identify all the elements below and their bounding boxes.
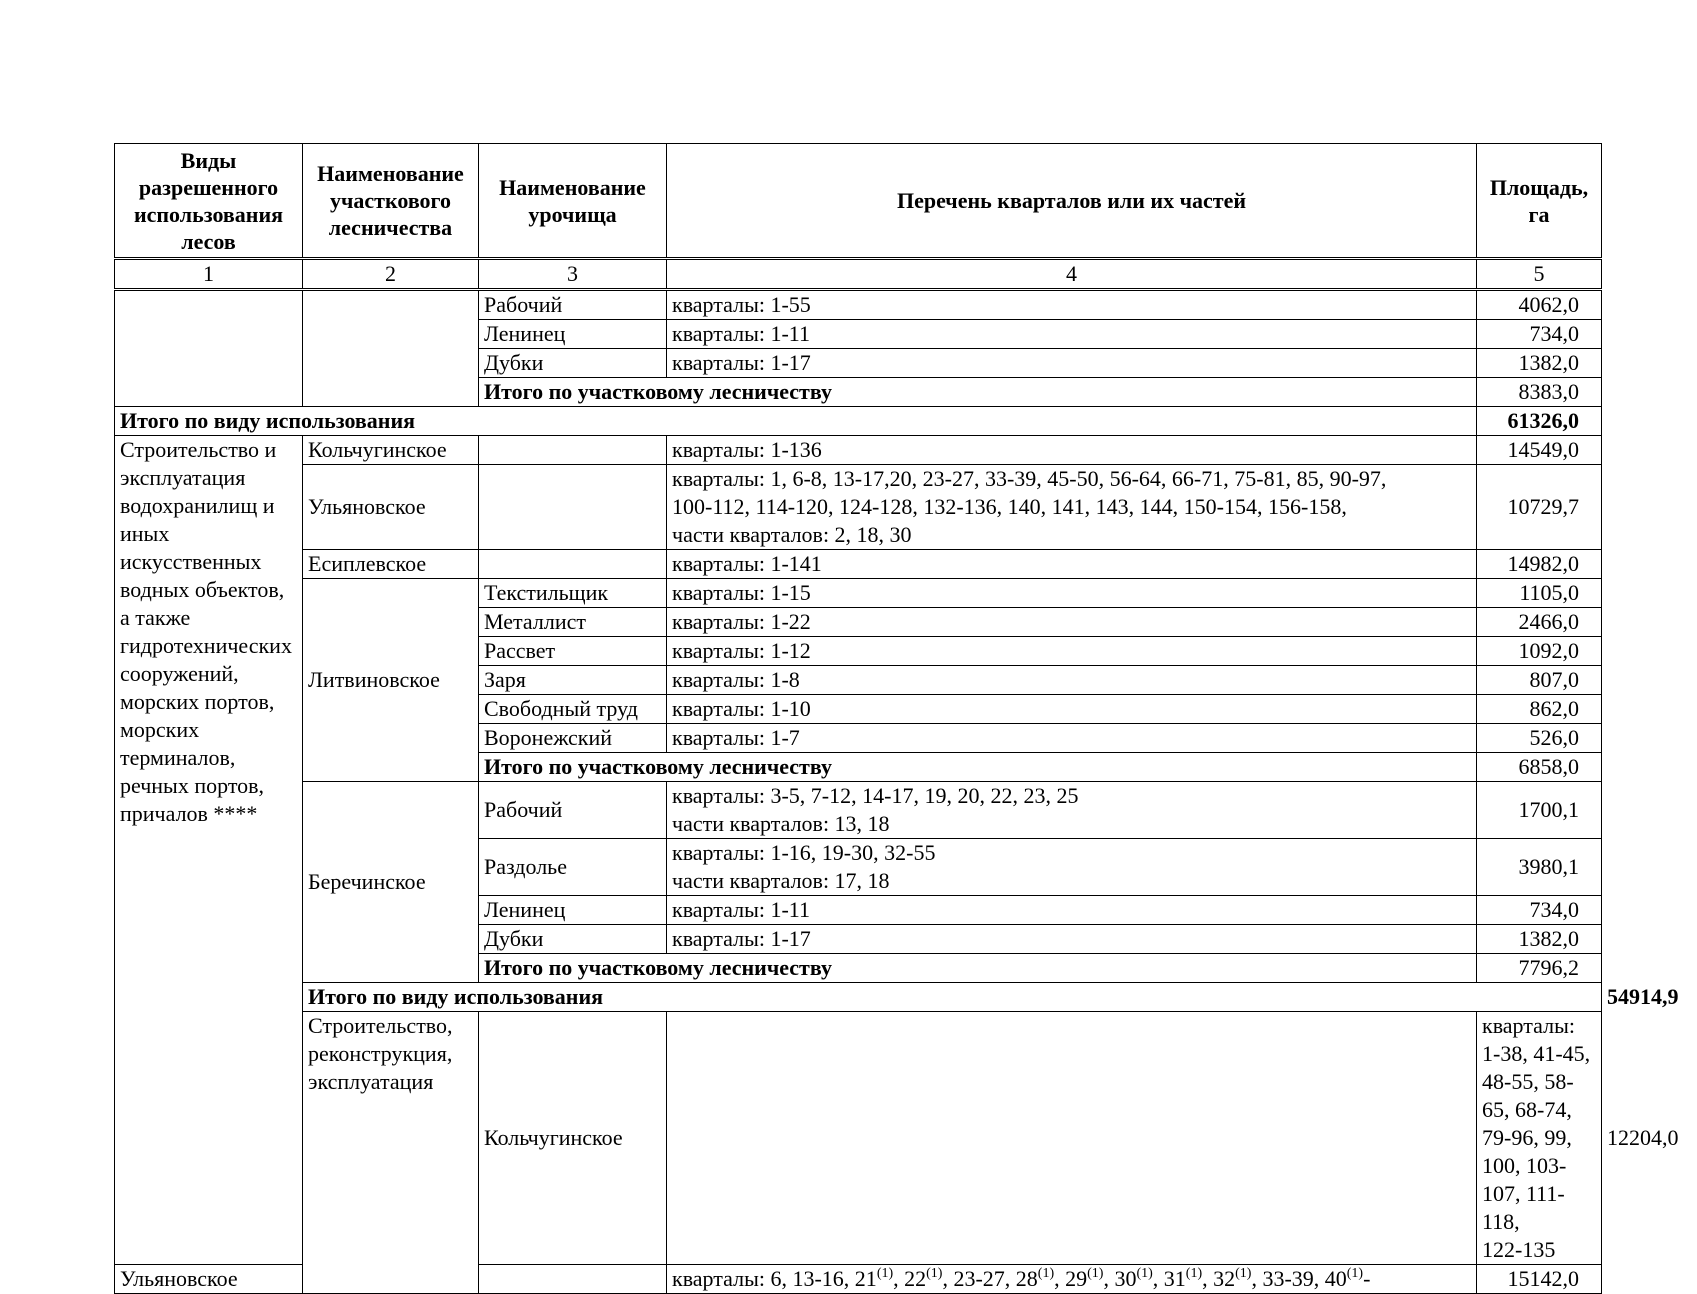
area-cell: 2466,0 — [1477, 608, 1602, 637]
tract-cell — [479, 550, 667, 579]
quarters-line: кварталы: 1, 6-8, 13-17,20, 23-27, 33-39, 45-50, 56-64, 66-71, 75-81, 85, 90-97, — [672, 466, 1387, 491]
footnote-mark: (1) — [926, 1266, 943, 1281]
quarters-line: кварталы: 3-5, 7-12, 14-17, 19, 20, 22, 23, 25 — [672, 783, 1079, 808]
area-cell: 807,0 — [1477, 666, 1602, 695]
column-number: 2 — [303, 259, 479, 290]
tract-cell: Рабочий — [479, 290, 667, 320]
quarters-cell: кварталы: 1-12 — [667, 637, 1477, 666]
tract-cell — [479, 465, 667, 550]
column-number: 4 — [667, 259, 1477, 290]
quarters-cell: кварталы: 1-7 — [667, 724, 1477, 753]
table-row — [115, 465, 1602, 550]
column-number: 5 — [1477, 259, 1602, 290]
tract-cell: Воронежский — [479, 724, 667, 753]
quarters-text: , 33-39, 40 — [1251, 1266, 1347, 1291]
area-cell: 526,0 — [1477, 724, 1602, 753]
quarters-cell: кварталы: 1-17 — [667, 349, 1477, 378]
forestry-cell: Беречинское — [303, 782, 479, 983]
quarters-line: части кварталов: 13, 18 — [672, 811, 890, 836]
tract-cell: Свободный труд — [479, 695, 667, 724]
area-cell: 734,0 — [1477, 896, 1602, 925]
footnote-mark: (1) — [1037, 1266, 1055, 1281]
subtotal-label: Итого по участковому лесничеству — [479, 954, 1477, 983]
column-number: 1 — [115, 259, 303, 290]
footnote-mark: (1) — [1087, 1266, 1104, 1281]
quarters-text: , 22 — [893, 1266, 927, 1291]
quarters-text: , 32 — [1202, 1266, 1236, 1291]
tract-cell: Рассвет — [479, 637, 667, 666]
footnote-mark: (1) — [1235, 1266, 1252, 1281]
quarters-line: кварталы: 1-16, 19-30, 32-55 — [672, 840, 936, 865]
quarters-cell — [667, 1265, 1477, 1294]
quarters-text: - — [1363, 1266, 1371, 1291]
table-row — [115, 290, 1602, 320]
quarters-cell: кварталы: 1-15 — [667, 579, 1477, 608]
quarters-cell: кварталы: 1-136 — [667, 436, 1477, 465]
forestry-cell: Ульяновское — [303, 465, 479, 550]
header-quarters: Перечень кварталов или их частей — [667, 144, 1477, 259]
area-cell: 1092,0 — [1477, 637, 1602, 666]
header-forestry: Наименование участкового лесничества — [303, 144, 479, 259]
area-cell: 862,0 — [1477, 695, 1602, 724]
forest-use-table — [114, 143, 1679, 1294]
total-row: Итого по виду использования 54914,9 — [115, 983, 1602, 1012]
use-type-cell: Строительство и эксплуатация водохранилищ и иных искусственных водных объектов, а также гидротехнических сооружений, морских портов, морских терминалов, речных портов, причалов **** — [115, 436, 303, 1265]
tract-cell — [479, 436, 667, 465]
document-page — [114, 143, 1679, 1294]
quarters-cell: кварталы: 1-17 — [667, 925, 1477, 954]
quarters-text: , 30 — [1103, 1266, 1137, 1291]
total-area: 61326,0 — [1477, 407, 1602, 436]
area-cell: 1382,0 — [1477, 925, 1602, 954]
tract-cell: Заря — [479, 666, 667, 695]
table-row: Строительство, реконструкция, эксплуатация Кольчугинское кварталы: 1-38, 41-45, 48-55, 58-65, 68-74, 79-96, 99, 100, 103-107, 111-118, 122-135 12204,0 — [115, 1012, 1602, 1265]
footnote-mark: (1) — [1185, 1266, 1203, 1281]
total-row — [115, 407, 1602, 436]
tract-cell: Дубки — [479, 349, 667, 378]
header-tract: Наименование урочища — [479, 144, 667, 259]
quarters-cell: кварталы: 1-11 — [667, 896, 1477, 925]
table-header-row — [115, 144, 1602, 259]
area-cell: 3980,1 — [1477, 839, 1602, 896]
tract-cell: Ленинец — [479, 320, 667, 349]
header-area: Площадь, га — [1477, 144, 1602, 259]
area-cell: 14982,0 — [1477, 550, 1602, 579]
subtotal-area: 6858,0 — [1477, 753, 1602, 782]
quarters-text: , 29 — [1054, 1266, 1088, 1291]
tract-cell: Раздолье — [479, 839, 667, 896]
area-cell: 1105,0 — [1477, 579, 1602, 608]
quarters-cell — [667, 465, 1477, 550]
forestry-cell — [303, 290, 479, 407]
forestry-cell: Кольчугинское — [479, 1012, 667, 1265]
quarters-line: части кварталов: 2, 18, 30 — [672, 522, 912, 547]
quarters-cell — [667, 839, 1477, 896]
forestry-cell: Литвиновское — [303, 579, 479, 782]
area-cell: 1700,1 — [1477, 782, 1602, 839]
quarters-cell: кварталы: 1-8 — [667, 666, 1477, 695]
forestry-cell: Ульяновское — [115, 1265, 303, 1294]
tract-cell: Рабочий — [479, 782, 667, 839]
area-cell: 15142,0 — [1477, 1265, 1602, 1294]
subtotal-area: 8383,0 — [1477, 378, 1602, 407]
area-cell: 4062,0 — [1477, 290, 1602, 320]
use-type-cell: Строительство, реконструкция, эксплуатация — [303, 1012, 479, 1294]
forestry-cell: Кольчугинское — [303, 436, 479, 465]
use-type-cell — [115, 290, 303, 407]
quarters-line: 122-135 — [1482, 1237, 1556, 1262]
quarters-cell — [1477, 1012, 1602, 1265]
total-label: Итого по виду использования — [115, 407, 1477, 436]
subtotal-area: 7796,2 — [1477, 954, 1602, 983]
header-use-type: Виды разрешенного использования лесов — [115, 144, 303, 259]
quarters-text: кварталы: 6, 13-16, 21 — [672, 1266, 877, 1291]
tract-cell: Дубки — [479, 925, 667, 954]
tract-cell: Металлист — [479, 608, 667, 637]
quarters-line: кварталы: 1-38, 41-45, 48-55, 58-65, 68-74, 79-96, 99, 100, 103-107, 111-118, — [1482, 1013, 1591, 1234]
quarters-cell — [667, 782, 1477, 839]
area-cell: 734,0 — [1477, 320, 1602, 349]
tract-cell — [479, 1265, 667, 1294]
quarters-cell: кварталы: 1-55 — [667, 290, 1477, 320]
quarters-cell: кварталы: 1-22 — [667, 608, 1477, 637]
table-row — [115, 782, 1602, 839]
quarters-cell: кварталы: 1-141 — [667, 550, 1477, 579]
tract-cell — [667, 1012, 1477, 1265]
tract-cell: Текстильщик — [479, 579, 667, 608]
quarters-line: части кварталов: 17, 18 — [672, 868, 890, 893]
footnote-mark: (1) — [1346, 1266, 1364, 1281]
tract-cell: Ленинец — [479, 896, 667, 925]
area-cell: 1382,0 — [1477, 349, 1602, 378]
table-row — [115, 436, 1602, 465]
quarters-cell: кварталы: 1-10 — [667, 695, 1477, 724]
footnote-mark: (1) — [876, 1266, 894, 1281]
quarters-line: 100-112, 114-120, 124-128, 132-136, 140, 141, 143, 144, 150-154, 156-158, — [672, 494, 1347, 519]
table-row — [115, 579, 1602, 608]
quarters-cell: кварталы: 1-11 — [667, 320, 1477, 349]
quarters-text: , 31 — [1152, 1266, 1186, 1291]
subtotal-label: Итого по участковому лесничеству — [479, 753, 1477, 782]
forestry-cell: Есиплевское — [303, 550, 479, 579]
total-label: Итого по виду использования — [303, 983, 1602, 1012]
column-number: 3 — [479, 259, 667, 290]
table-row — [115, 550, 1602, 579]
quarters-text: , 23-27, 28 — [942, 1266, 1038, 1291]
area-cell: 14549,0 — [1477, 436, 1602, 465]
area-cell: 10729,7 — [1477, 465, 1602, 550]
footnote-mark: (1) — [1136, 1266, 1153, 1281]
subtotal-label: Итого по участковому лесничеству — [479, 378, 1477, 407]
column-number-row — [115, 259, 1602, 290]
